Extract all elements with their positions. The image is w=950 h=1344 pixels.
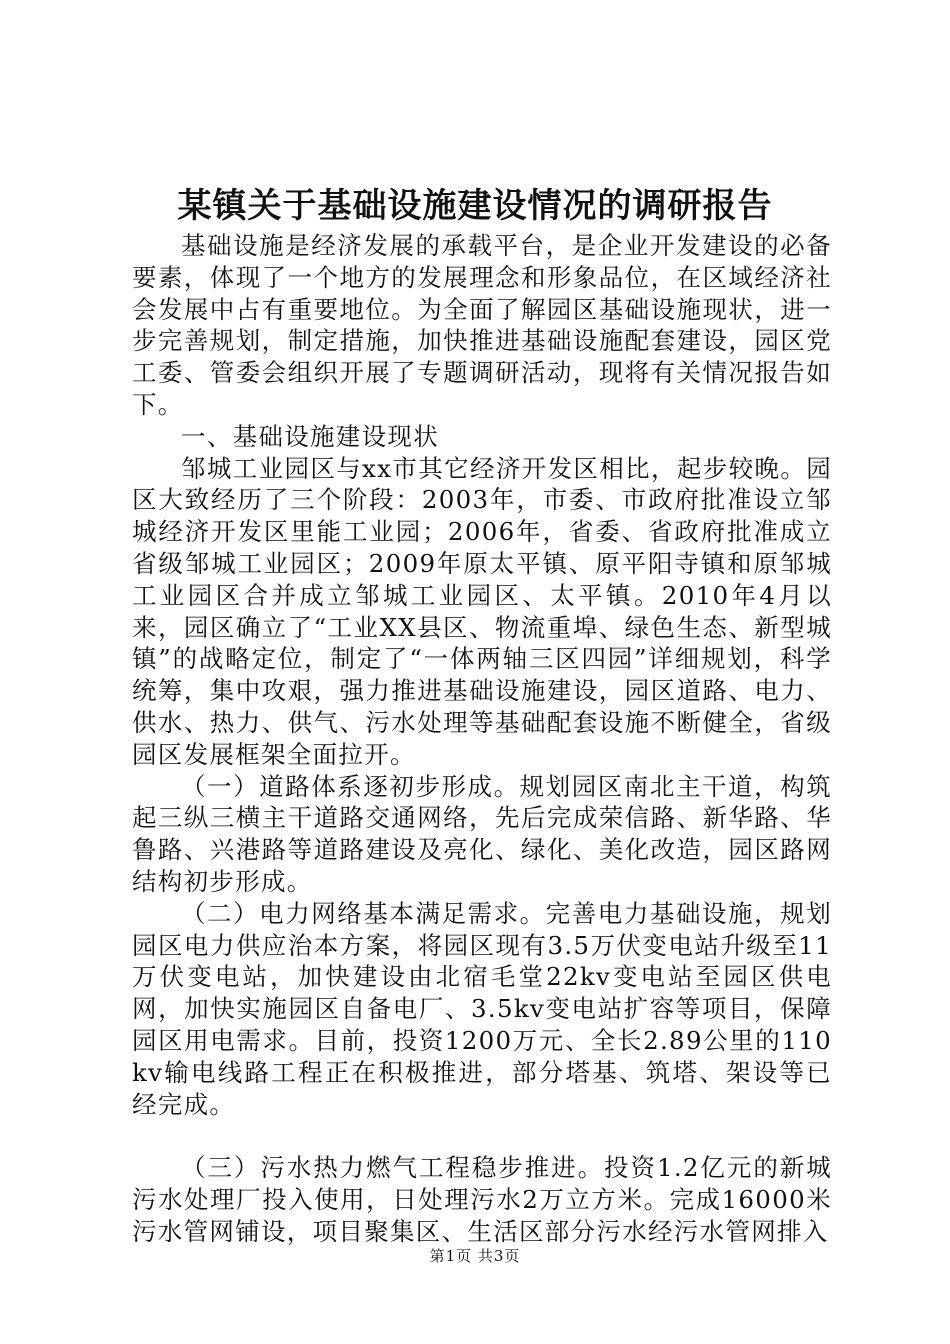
roads-paragraph: （一）道路体系逐初步形成。规划园区南北主干道，构筑起三纵三横主干道路交通网络，先后完成荣信路、新华路、华鲁路、兴港路等道路建设及亮化、绿化、美化改造，园区路网结构初步形成。 bbox=[132, 771, 832, 896]
sewage-paragraph: （三）污水热力燃气工程稳步推进。投资1.2亿元的新城污水处理厂投入使用，日处理污水2万立方米。完成16000米污水管网铺设，项目聚集区、生活区部分污水经污水管网排入 bbox=[132, 1153, 832, 1246]
status-paragraph: 邹城工业园区与xx市其它经济开发区相比，起步较晚。园区大致经历了三个阶段：2003年，市委、市政府批准设立邹城经济开发区里能工业园；2006年，省委、省政府批准成立省级邹城工业园区；2009年原太平镇、原平阳寺镇和原邹城工业园区合并成立邹城工业园区、太平镇。2010年4月以来，园区确立了“工业XX县区、物流重埠、绿色生态、新型城镇”的战略定位，制定了“一体两轴三区四园”详细规划，科学统筹，集中攻艰，强力推进基础设施建设，园区道路、电力、供水、热力、供气、污水处理等基础配套设施不断健全，省级园区发展框架全面拉开。 bbox=[132, 453, 832, 769]
page-number: 第1页 共3页 bbox=[429, 1247, 521, 1265]
power-paragraph: （二）电力网络基本满足需求。完善电力基础设施，规划园区电力供应治本方案，将园区现有3.5万伏变电站升级至11万伏变电站，加快建设由北宿毛堂22kv变电站至园区供电网，加快实施园区自备电厂、3.5kv变电站扩容等项目，保障园区用电需求。目前，投资1200万元、全长2.89公里的110kv输电线路工程正在积极推进，部分塔基、筑塔、架设等已经完成。 bbox=[132, 898, 832, 1119]
document-title: 某镇关于基础设施建设情况的调研报告 bbox=[177, 186, 773, 226]
section-heading: 一、基础设施建设现状 bbox=[181, 421, 439, 451]
document-body bbox=[132, 230, 832, 1248]
intro-paragraph: 基础设施是经济发展的承载平台，是企业开发建设的必备要素，体现了一个地方的发展理念和形象品位，在区域经济社会发展中占有重要地位。为全面了解园区基础设施现状，进一步完善规划，制定措施，加快推进基础设施配套建设，园区党工委、管委会组织开展了专题调研活动，现将有关情况报告如下。 bbox=[132, 231, 832, 419]
